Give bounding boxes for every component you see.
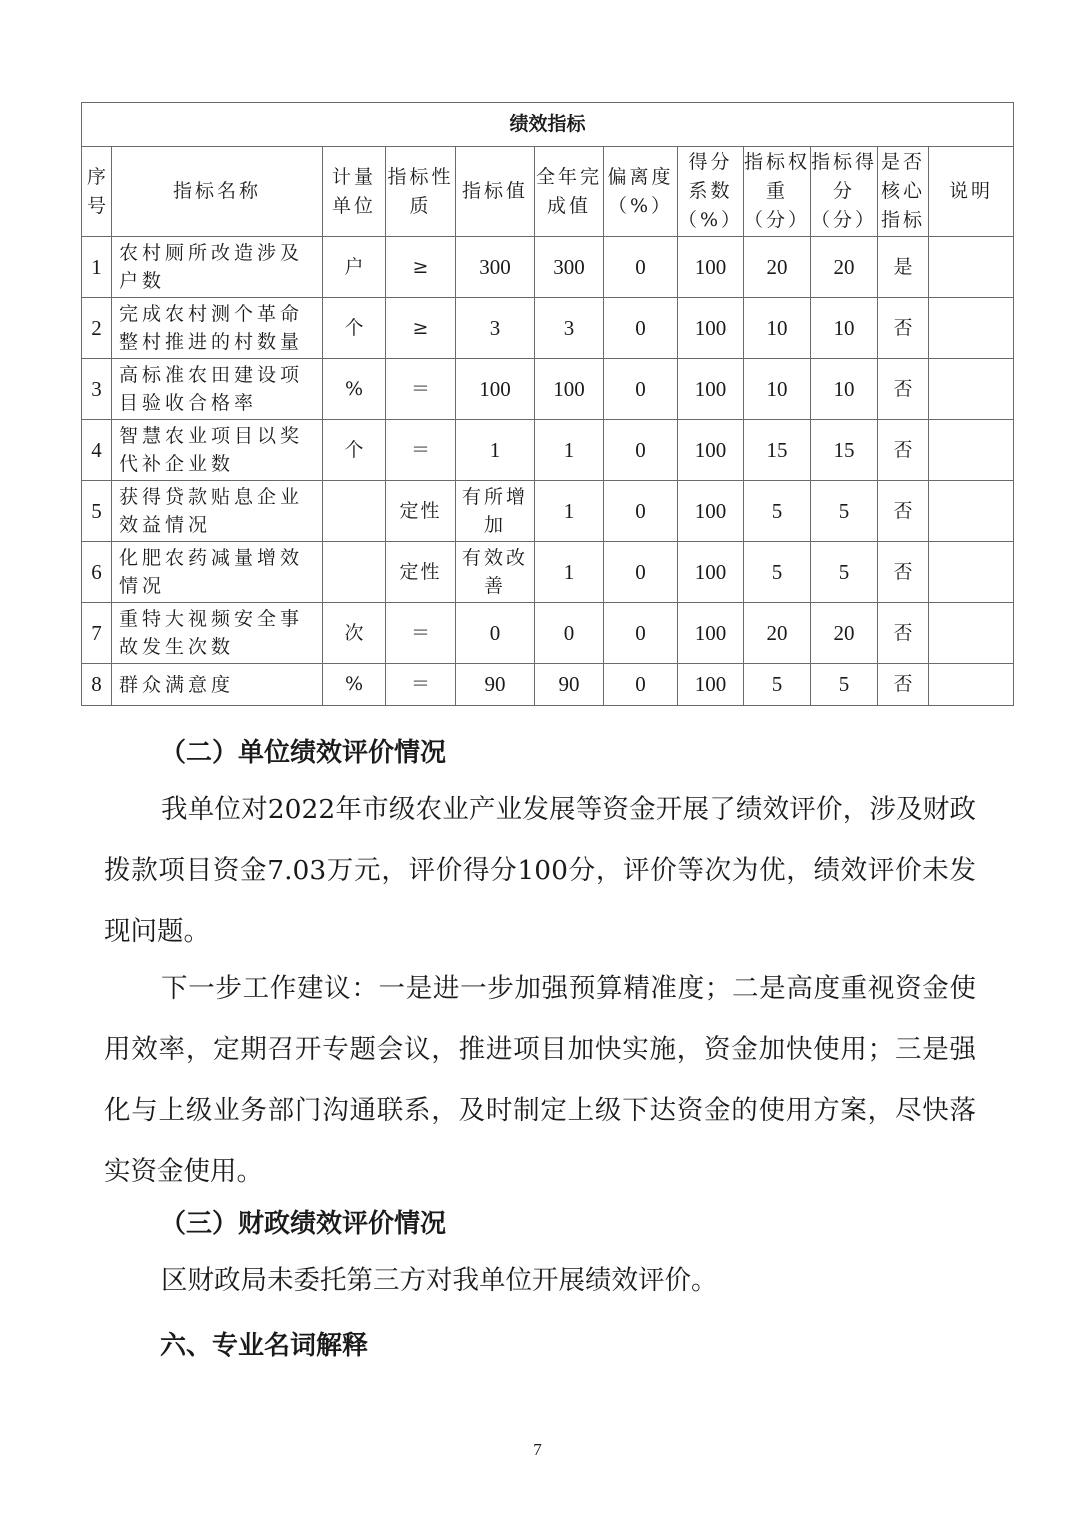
cell-name: 完成农村测个革命整村推进的村数量 (112, 298, 323, 359)
column-header: 指标权重（分） (744, 147, 811, 237)
cell-deviation: 0 (604, 664, 678, 706)
cell-unit: 个 (323, 420, 386, 481)
cell-note (929, 237, 1014, 298)
cell-name: 获得贷款贴息企业效益情况 (112, 481, 323, 542)
cell-actual: 1 (535, 420, 604, 481)
cell-target: 1 (456, 420, 535, 481)
paragraph-unit-eval-2: 下一步工作建议：一是进一步加强预算精准度；二是高度重视资金使用效率，定期召开专题会议，推进项目加快实施，资金加快使用；三是强化与上级业务部门沟通联系，及时制定上级下达资金的使用方案，尽快落实资金使用。 (104, 973, 976, 1187)
cell-nature: ＝ (386, 664, 456, 706)
cell-note (929, 359, 1014, 420)
paragraph-finance-eval: 区财政局未委托第三方对我单位开展绩效评价。 (161, 1265, 718, 1296)
cell-note (929, 603, 1014, 664)
cell-unit: % (323, 664, 386, 706)
cell-score: 15 (811, 420, 878, 481)
cell-note (929, 664, 1014, 706)
cell-core: 是 (878, 237, 929, 298)
cell-name: 高标准农田建设项目验收合格率 (112, 359, 323, 420)
cell-nature: ＝ (386, 359, 456, 420)
cell-coef: 100 (678, 603, 744, 664)
cell-name: 重特大视频安全事故发生次数 (112, 603, 323, 664)
cell-seq: 4 (82, 420, 112, 481)
cell-target: 3 (456, 298, 535, 359)
cell-note (929, 481, 1014, 542)
cell-seq: 1 (82, 237, 112, 298)
column-header: 指标值 (456, 147, 535, 237)
cell-weight: 20 (744, 603, 811, 664)
cell-core: 否 (878, 664, 929, 706)
table-header-row (82, 147, 1014, 237)
cell-unit: 个 (323, 298, 386, 359)
cell-unit: % (323, 359, 386, 420)
cell-nature: ≥ (386, 298, 456, 359)
column-header: 偏离度（%） (604, 147, 678, 237)
cell-nature: 定性 (386, 481, 456, 542)
cell-score: 10 (811, 298, 878, 359)
cell-actual: 300 (535, 237, 604, 298)
paragraph-unit-eval-1: 我单位对2022年市级农业产业发展等资金开展了绩效评价，涉及财政拨款项目资金7.03万元，评价得分100分，评价等次为优，绩效评价未发现问题。 (104, 794, 976, 947)
cell-target: 100 (456, 359, 535, 420)
cell-weight: 10 (744, 298, 811, 359)
cell-name: 化肥农药减量增效情况 (112, 542, 323, 603)
cell-core: 否 (878, 603, 929, 664)
cell-actual: 100 (535, 359, 604, 420)
page-number: 7 (533, 1440, 542, 1459)
column-header: 计量单位 (323, 147, 386, 237)
column-header: 指标性质 (386, 147, 456, 237)
cell-deviation: 0 (604, 237, 678, 298)
column-header: 全年完成值 (535, 147, 604, 237)
cell-nature: ＝ (386, 603, 456, 664)
table-row (82, 359, 1014, 420)
section-heading-finance-eval: （三）财政绩效评价情况 (160, 1209, 447, 1239)
cell-actual: 90 (535, 664, 604, 706)
table-row (82, 481, 1014, 542)
table-row (82, 237, 1014, 298)
cell-target: 有所增加 (456, 481, 535, 542)
cell-score: 5 (811, 481, 878, 542)
section-heading-glossary: 六、专业名词解释 (160, 1331, 369, 1361)
performance-indicator-table (81, 102, 1014, 706)
cell-score: 10 (811, 359, 878, 420)
cell-weight: 5 (744, 542, 811, 603)
cell-seq: 7 (82, 603, 112, 664)
cell-nature: ＝ (386, 420, 456, 481)
cell-weight: 10 (744, 359, 811, 420)
cell-note (929, 420, 1014, 481)
cell-coef: 100 (678, 664, 744, 706)
cell-nature: ≥ (386, 237, 456, 298)
cell-score: 5 (811, 664, 878, 706)
cell-deviation: 0 (604, 481, 678, 542)
cell-unit: 次 (323, 603, 386, 664)
cell-score: 20 (811, 603, 878, 664)
cell-name: 群众满意度 (112, 664, 323, 706)
cell-coef: 100 (678, 237, 744, 298)
table-row (82, 664, 1014, 706)
cell-core: 否 (878, 420, 929, 481)
cell-target: 300 (456, 237, 535, 298)
table-title: 绩效指标 (82, 103, 1014, 147)
cell-score: 5 (811, 542, 878, 603)
column-header: 得分系数（%） (678, 147, 744, 237)
cell-actual: 1 (535, 542, 604, 603)
cell-target: 90 (456, 664, 535, 706)
cell-name: 农村厕所改造涉及户数 (112, 237, 323, 298)
cell-weight: 5 (744, 664, 811, 706)
column-header: 指标名称 (112, 147, 323, 237)
cell-name: 智慧农业项目以奖代补企业数 (112, 420, 323, 481)
cell-score: 20 (811, 237, 878, 298)
cell-coef: 100 (678, 420, 744, 481)
cell-deviation: 0 (604, 603, 678, 664)
cell-nature: 定性 (386, 542, 456, 603)
cell-coef: 100 (678, 298, 744, 359)
cell-seq: 8 (82, 664, 112, 706)
cell-deviation: 0 (604, 359, 678, 420)
cell-core: 否 (878, 359, 929, 420)
cell-actual: 3 (535, 298, 604, 359)
cell-weight: 15 (744, 420, 811, 481)
cell-core: 否 (878, 542, 929, 603)
cell-unit: 户 (323, 237, 386, 298)
table-row (82, 603, 1014, 664)
cell-actual: 1 (535, 481, 604, 542)
cell-weight: 5 (744, 481, 811, 542)
column-header: 说明 (929, 147, 1014, 237)
cell-coef: 100 (678, 359, 744, 420)
cell-target: 有效改善 (456, 542, 535, 603)
cell-seq: 3 (82, 359, 112, 420)
cell-target: 0 (456, 603, 535, 664)
cell-core: 否 (878, 298, 929, 359)
cell-deviation: 0 (604, 420, 678, 481)
column-header: 指标得分（分） (811, 147, 878, 237)
cell-coef: 100 (678, 481, 744, 542)
table-row (82, 420, 1014, 481)
cell-seq: 2 (82, 298, 112, 359)
cell-deviation: 0 (604, 542, 678, 603)
table-row (82, 542, 1014, 603)
column-header: 是否核心指标 (878, 147, 929, 237)
cell-note (929, 298, 1014, 359)
cell-unit (323, 481, 386, 542)
cell-deviation: 0 (604, 298, 678, 359)
cell-core: 否 (878, 481, 929, 542)
table-row (82, 298, 1014, 359)
cell-actual: 0 (535, 603, 604, 664)
cell-unit (323, 542, 386, 603)
cell-coef: 100 (678, 542, 744, 603)
column-header: 序号 (82, 147, 112, 237)
cell-note (929, 542, 1014, 603)
section-heading-unit-eval: （二）单位绩效评价情况 (160, 738, 447, 768)
cell-weight: 20 (744, 237, 811, 298)
cell-seq: 6 (82, 542, 112, 603)
cell-seq: 5 (82, 481, 112, 542)
